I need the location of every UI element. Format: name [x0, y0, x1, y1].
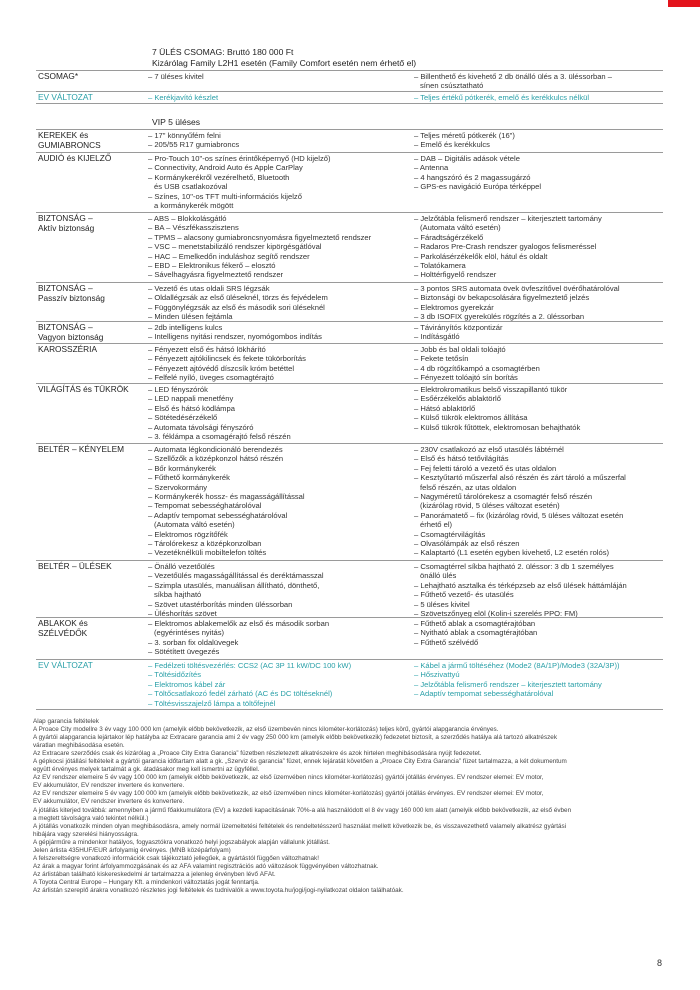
footnote-line: A Toyota Central Europe – Hungary Kft. a mindenkori változtatás jogát fenntartja.	[33, 878, 260, 886]
feature-item: – 205/55 R17 gumiabroncs	[148, 140, 240, 150]
feature-item: – Fűthető kormánykerék	[148, 473, 230, 483]
row-label-line: ABLAKOK és	[38, 618, 88, 628]
feature-column-left	[148, 154, 406, 210]
feature-item: – Elektromos gyerekzár	[414, 302, 494, 312]
feature-item: – Szellőzők a középkonzol hátsó részén	[148, 454, 284, 464]
feature-item: – Bőr kormánykerék	[148, 463, 216, 473]
feature-column-left	[148, 385, 406, 441]
feature-item: – 3 pontos SRS automata övek övfeszítővel övérőhatárolóval	[414, 284, 620, 293]
row-label-line: SZÉLVÉDŐK	[38, 627, 88, 638]
footnote-line: A jótállás kiterjed továbbá: amennyiben a jármű főakkumulátora (EV) a kezdeti kapacitásának 70%-a alá használódott el 8 év vagy 160 000 km alatt (amelyik előbb bekövetkezik, az első évben	[33, 806, 572, 814]
feature-item: – Távirányítós központizár	[414, 323, 503, 332]
feature-item: – Fáradtságérzékelő	[414, 232, 484, 242]
feature-column-right	[414, 619, 664, 647]
footnote-line: Az árak a magyar forint árfolyammozgásának és az ÁFA valamint regisztrációs adó változások függvényében változhatnak.	[33, 862, 379, 870]
feature-item: – Elektrokromatikus belső visszapillantó tükör	[414, 385, 568, 394]
feature-item: – Tolatókamera	[414, 261, 466, 271]
feature-item: – Fedélzeti töltésvezérlés: CCS2 (AC 3P 11 kW/DC 100 kW)	[148, 661, 352, 670]
row-divider	[36, 343, 663, 344]
footnote-line: Az Extracare szerződés csak és kizárólag a „Proace City Extra Garancia” füzetben részletezett alkatrészekre és azok hirtelen meghibásodására nyújt fedezetet.	[33, 750, 482, 758]
feature-column-right	[414, 345, 664, 383]
footnote-line: a megtett távolságra való tekintet nélkül.)	[33, 814, 149, 822]
feature-item: – Csomagtérrel síkba hajtható 2. üléssor: 3 db 1 személyes	[414, 562, 614, 571]
row-divider	[36, 129, 663, 130]
feature-column-right	[414, 131, 664, 150]
footnote-line: A jótállás vonatkozik minden olyan meghibásodásra, amely normál üzemeltetési feltételek és rendeltetésszerű használat mellett következik be, és visszavezethető valamely alkatrész gyártási	[33, 822, 567, 830]
feature-column-left	[148, 619, 406, 657]
feature-item: – HAC – Emelkedőn induláshoz segítő rendszer	[148, 251, 310, 261]
feature-item: – Színes, 10"-os TFT multi-információs kijelző	[148, 191, 302, 201]
footnote-line: A gépjárműre a mindenkor hatályos, fogyasztókra vonatkozó helyi jogszabályok alapján vállalunk jótállást.	[33, 838, 330, 846]
feature-column-right	[414, 93, 664, 102]
feature-item: – Fényezett tolóajtó sín borítás	[414, 373, 518, 383]
feature-item: – Függönylégzsák az első és második sori üléseknél	[148, 302, 325, 312]
row-divider	[36, 91, 663, 92]
row-divider	[36, 70, 663, 71]
feature-item: – 3 db ISOFIX gyerekülés rögzítés a 2. üléssorban	[414, 312, 585, 322]
feature-item: – GPS-es navigáció Európa térképpel	[414, 182, 542, 192]
feature-column-right	[414, 661, 664, 699]
feature-item: – Töltésvisszajelző lámpa a töltőfejnél	[148, 698, 276, 708]
footnote-line: hibájára vagy szerelési hiányosságra.	[33, 830, 139, 838]
feature-item: – Pro-Touch 10"-os színes érintőképernyő (HD kijelző)	[148, 154, 331, 163]
feature-item: – Emelő és kerékkulcs	[414, 140, 490, 150]
feature-item: – Lehajtható asztalka és térképzseb az első ülések háttámláján	[414, 580, 627, 590]
row-label-line: EV VÁLTOZAT	[38, 92, 93, 102]
row-label-line: VILÁGÍTÁS és TÜKRÖK	[38, 384, 129, 394]
feature-item: – BA – Vészfékasszisztens	[148, 223, 239, 233]
footnote-line: Az EV rendszer elemeire 5 év vagy 100 000 km (amelyik előbb bekövetkezik, az első üzemvében nincs kilométer-korlátozás) gyártói jótállás érvényes. EV rendszer elemei: EV motor,	[33, 774, 544, 782]
feature-column-left	[148, 284, 406, 322]
row-label	[38, 93, 93, 103]
row-divider	[36, 321, 663, 322]
feature-item: – 3. féklámpa a csomagérajtó felső részén	[148, 432, 291, 442]
feature-item: – 7 üléses kivitel	[148, 72, 204, 81]
feature-column-right	[414, 562, 664, 618]
row-label-line: BIZTONSÁG –	[38, 213, 93, 223]
feature-item: – Fűthető vezető- és utasülés	[414, 590, 514, 600]
footnotes	[33, 718, 663, 895]
row-divider	[36, 282, 663, 283]
feature-item: – Vezetéknélküli mobiltelefon töltés	[148, 548, 267, 558]
feature-item: – Sávelhagyásra figyelmeztető rendszer	[148, 270, 284, 280]
package-subtitle: Kizárólag Family L2H1 esetén (Family Comfort esetén nem érhető el)	[152, 58, 417, 68]
row-label	[38, 619, 88, 638]
feature-item: sínen csúsztatható	[420, 81, 484, 91]
feature-item: – Hőszivattyú	[414, 670, 460, 680]
section-title: VIP 5 üléses	[152, 117, 201, 127]
feature-item: – Esőérzékelős ablaktörlő	[414, 394, 501, 404]
footnote-line: EV akkumulátor, EV rendszer invertere és konvertere.	[33, 798, 185, 806]
feature-item: – Szervokormány	[148, 482, 208, 492]
feature-item: – Holttérfigyelő rendszer	[414, 270, 497, 280]
row-label	[38, 131, 101, 150]
footnote-line: váratlan meghibásodása esetén.	[33, 742, 125, 750]
feature-item: – 4 db rögzítőkampó a csomagtérben	[414, 363, 540, 373]
feature-item: önálló ülés	[420, 571, 457, 581]
feature-item: (Automata váltó esetén)	[154, 520, 235, 530]
feature-item: – Billenthető és kivehető 2 db önálló ülés a 3. üléssorban –	[414, 72, 612, 81]
feature-item: – Adaptív tempomat sebességhatárolóval	[148, 510, 288, 520]
feature-item: – Intelligens nyitási rendszer, nyomógombos indítás	[148, 332, 322, 342]
row-label-line: Passzív biztonság	[38, 292, 105, 303]
feature-item: – Szövet utastérborítás minden üléssorban	[148, 599, 293, 609]
row-label	[38, 385, 129, 395]
row-label	[38, 284, 105, 303]
row-label-line: BIZTONSÁG –	[38, 322, 93, 332]
feature-column-right	[414, 323, 664, 342]
feature-item: – Kábel a jármű töltéséhez (Mode2 (8A/1P)/Mode3 (32A/3P))	[414, 661, 620, 670]
package-title: 7 ÜLÉS CSOMAG: Bruttó 180 000 Ft	[152, 47, 294, 57]
footnote-line: A gyártói alapgarancia lejártakor lép hatályba az Extracare garancia ami 2 év vagy 250 000 km (amelyik előbb bekövetkezik) fedezetet biztosít, a szerződés hatálya alá tartozó alkatrészek	[33, 734, 557, 742]
feature-item: – Connectivity, Android Auto és Apple CarPlay	[148, 163, 303, 173]
row-divider	[36, 103, 663, 104]
row-label	[38, 154, 111, 164]
feature-item: – Töltőcsatlakozó fedél zárható (AC és DC töltéseknél)	[148, 689, 333, 699]
feature-column-right	[414, 385, 664, 432]
accent-bar	[668, 0, 700, 7]
footnote-line: Alap garancia feltételek	[33, 718, 99, 725]
feature-item: – Teljes méretű pótkerék (16")	[414, 131, 515, 140]
feature-item: – Jobb és bal oldali tolóajtó	[414, 345, 506, 354]
feature-item: – Vezetőülés magasságállítással és deréktámasszal	[148, 571, 324, 581]
row-label-line: Vagyon biztonság	[38, 331, 104, 342]
row-divider	[36, 152, 663, 153]
feature-item: – Fej feletti tároló a vezető és utas oldalon	[414, 463, 557, 473]
footnote-line: Az EV rendszer elemeire 5 év vagy 100 000 km (amelyik előbb bekövetkezik, az első üzemvében nincs kilométer-korlátozás) gyártói jótállás érvényes. EV rendszer elemei: EV motor,	[33, 790, 544, 798]
feature-column-left	[148, 93, 406, 102]
page-number: 8	[657, 958, 663, 968]
feature-item: – Fekete tetősín	[414, 354, 469, 364]
feature-item: – Adaptív tempomat sebességhatárolóval	[414, 689, 554, 699]
footnote-line: Jelen árlista 435HUF/EUR árfolyamig érvényes. (MNB középárfolyam)	[33, 846, 231, 854]
row-label	[38, 445, 124, 455]
feature-item: – Csomagtérvilágítás	[414, 529, 486, 539]
feature-item: – VSC – menetstabilizáló rendszer kipörgésgátlóval	[148, 242, 322, 252]
feature-item: – EBD – Elektronikus fékerő – elosztó	[148, 261, 276, 271]
row-divider	[36, 709, 663, 710]
feature-item: – Fűthető szélvédő	[414, 637, 479, 647]
row-divider	[36, 617, 663, 618]
row-label	[38, 323, 103, 342]
feature-item: – 3. sorban fix oldalüvegek	[148, 637, 239, 647]
feature-item: – Teljes értékű pótkerék, emelő és kerékkulcs nélkül	[414, 93, 590, 102]
feature-item: – LED nappali menetfény	[148, 394, 234, 404]
feature-item: síkba hajtható	[154, 590, 202, 600]
feature-item: – Sötétített üvegezés	[148, 647, 220, 657]
feature-item: a kormánykerék mögött	[154, 201, 234, 211]
feature-column-right	[414, 284, 664, 322]
feature-item: – Biztonsági öv bekapcsolására figyelmeztető jelzés	[414, 293, 590, 303]
row-label	[38, 72, 78, 82]
feature-item: – Jelzőtábla felismerő rendszer – kiterjesztett tartomány	[414, 214, 602, 223]
feature-item: – Fényezett ajtókilincsek és fekete tükörborítás	[148, 354, 306, 364]
feature-item: (egyérintéses nyitás)	[154, 628, 225, 638]
row-divider	[36, 212, 663, 213]
footnote-line: A felszereltségre vonatkozó információk csak tájékoztató jellegűek, a gyártástól függően változhatnak!	[33, 854, 319, 862]
feature-item: – Külső tükrök fűtöttek, elektromosan behajthatók	[414, 422, 581, 432]
feature-column-right	[414, 445, 664, 558]
footnote-line: A gépkocsi jótállási feltételeit a gyártói garancia időtartam alatt a gk. „Szerviz és garancia” füzet, ennek lejáratát követően a „Proace City Extra Garancia” füzet tartalmazza, a két dokumentum	[33, 758, 567, 766]
row-label-line: Aktív biztonság	[38, 222, 95, 233]
feature-item: – Első és hátsó ködlámpa	[148, 403, 235, 413]
feature-item: – Kormánykerékről vezérelhető, Bluetooth	[148, 172, 290, 182]
feature-item: – Oldallégzsák az első üléseknél, törzs és fejvédelem	[148, 293, 328, 303]
feature-item: – 17" könnyűfém felni	[148, 131, 221, 140]
feature-item: – Első és hátsó tetővilágítás	[414, 454, 509, 464]
row-label	[38, 562, 112, 572]
feature-item: – Külső tükrök elektromos állítása	[414, 413, 528, 423]
feature-column-left	[148, 323, 406, 342]
footnote-line: A Proace City modellre 3 év vagy 100 000 km (amelyik előbb bekövetkezik, az első üzembevén nincs kilométer-korlátozás) teljes körű, gyártói alapgarancia érvényes.	[33, 726, 499, 734]
footnote-line: EV akkumulátor, EV rendszer invertere és konvertere.	[33, 782, 185, 790]
footnote-line: Az árlistán szereplő árakra vonatkozó részletes jogi feltételek és tudnivalók a www.toyota.hu/jogi/jogi-nyilatkozat oldalon találhatóak.	[33, 886, 404, 894]
feature-item: – Üléshorítás szövet	[148, 609, 217, 619]
feature-item: – Elektromos rögzítőfék	[148, 529, 228, 539]
feature-item: – Tempomat sebességhatárolóval	[148, 501, 262, 511]
feature-item: – Elektromos ablakemelők az első és második sorban	[148, 619, 330, 628]
feature-item: – Nagyméretű tárolórekesz a csomagtér felső részén	[414, 492, 593, 502]
feature-item: – Kerékjavító készlet	[148, 93, 219, 102]
row-label-line: EV VÁLTOZAT	[38, 660, 93, 670]
feature-item: (kizárólag rövid, 5 üléses változat esetén)	[420, 501, 560, 511]
row-label-line: AUDIÓ és KIJELZŐ	[38, 153, 112, 163]
feature-item: – Indításgátló	[414, 332, 460, 342]
feature-item: – 230V csatlakozó az első utasülés lábtérnél	[414, 445, 564, 454]
row-label-line: KEREKEK és	[38, 130, 89, 140]
feature-item: – 2db intelligens kulcs	[148, 323, 223, 332]
row-label-line: BIZTONSÁG –	[38, 283, 93, 293]
feature-column-left	[148, 345, 406, 383]
feature-item: – Töltésidőzítés	[148, 670, 202, 680]
feature-item: – Tárolórekesz a középkonzolban	[148, 539, 262, 549]
feature-item: érhető el)	[420, 520, 453, 530]
row-divider	[36, 560, 663, 561]
feature-column-left	[148, 661, 406, 708]
row-divider	[36, 659, 663, 660]
row-label-line: BELTÉR – KÉNYELEM	[38, 444, 125, 454]
feature-column-left	[148, 72, 406, 81]
feature-item: – Nyitható ablak a csomagtérajtóban	[414, 628, 538, 638]
feature-column-left	[148, 214, 406, 280]
feature-item: – Minden ülésen fejtámla	[148, 312, 233, 322]
row-label	[38, 214, 94, 233]
feature-item: – Antenna	[414, 163, 449, 173]
feature-column-left	[148, 131, 406, 150]
feature-item: – ABS – Blokkolásgátló	[148, 214, 227, 223]
row-divider	[36, 443, 663, 444]
feature-column-left	[148, 562, 406, 618]
feature-item: felső részén, az utas oldalon	[420, 482, 517, 492]
feature-item: – Jelzőtábla felismerő rendszer – kiterjesztett tartomány	[414, 679, 602, 689]
row-label-line: BELTÉR – ÜLÉSEK	[38, 561, 112, 571]
feature-item: – Szimpla utasülés, manuálisan állítható, dönthető,	[148, 580, 320, 590]
feature-item: – Kormánykerék hossz- és magasságállítással	[148, 492, 305, 502]
footnote-line: együtt érvényes melyek tartalmát a gk. átadásakor meg kell ismertni az ügyféllel.	[33, 766, 260, 774]
feature-item: – Kalaptartó (L1 esetén egyben kivehető, L2 esetén rolós)	[414, 548, 610, 558]
footnote-line: Az árlistában található kiskereskedelmi ár tartalmazza a jelenleg érvényben lévő ÁFÁt.	[33, 870, 276, 878]
feature-item: – LED fényszórók	[148, 385, 208, 394]
row-divider	[36, 383, 663, 384]
feature-item: – Vezető és utas oldali SRS légzsák	[148, 284, 270, 293]
feature-item: – Radaros Pre-Crash rendszer gyalogos felismeréssel	[414, 242, 597, 252]
feature-item: – Parkolásérzékelők elöl, hátul és oldalt	[414, 251, 548, 261]
feature-item: – Automata távolsági fényszóró	[148, 422, 254, 432]
feature-item: – Sötétedésérzékelő	[148, 413, 218, 423]
feature-item: – Fényezett első és hátsó lökhárító	[148, 345, 266, 354]
feature-item: – Szövetszőnyeg elöl (Kolin-i szerelés PPO: FM)	[414, 609, 578, 619]
feature-item: – Önálló vezetőülés	[148, 562, 215, 571]
row-label-line: CSOMAG*	[38, 71, 79, 81]
feature-item: – 4 hangszóró és 2 magassugárzó	[414, 172, 531, 182]
feature-column-right	[414, 154, 664, 192]
feature-column-right	[414, 214, 664, 280]
feature-item: – Olvasólámpák az első részen	[414, 539, 520, 549]
feature-item: – Hátsó ablaktörlő	[414, 403, 476, 413]
feature-column-right	[414, 72, 664, 91]
feature-item: – TPMS – alacsony gumiabroncsnyomásra figyelmeztető rendszer	[148, 232, 372, 242]
feature-item: (Automata váltó esetén)	[420, 223, 501, 233]
feature-item: – Elektromos kábel zár	[148, 679, 226, 689]
row-label-line: GUMIABRONCS	[38, 139, 101, 150]
row-label	[38, 661, 93, 671]
feature-item: – DAB – Digitális adások vétele	[414, 154, 520, 163]
feature-item: – Kesztyűtartó műszerfal alsó részén és zárt tároló a műszerfal	[414, 473, 626, 483]
feature-column-left	[148, 445, 406, 558]
feature-item: – Panorámatető – fix (kizárólag rövid, 5 üléses változat esetén	[414, 510, 624, 520]
row-label-line: KAROSSZÉRIA	[38, 344, 98, 354]
feature-item: – 5 üléses kivitel	[414, 599, 470, 609]
feature-item: – Automata légkondicionáló berendezés	[148, 445, 283, 454]
feature-item: – Felfelé nyíló, üveges csomagtérajtó	[148, 373, 274, 383]
feature-item: – Fényezett ajtóvédő díszcsík króm betéttel	[148, 363, 295, 373]
row-label	[38, 345, 97, 355]
feature-item: – Fűthető ablak a csomagtérajtóban	[414, 619, 536, 628]
feature-item: és USB csatlakozóval	[154, 182, 228, 192]
